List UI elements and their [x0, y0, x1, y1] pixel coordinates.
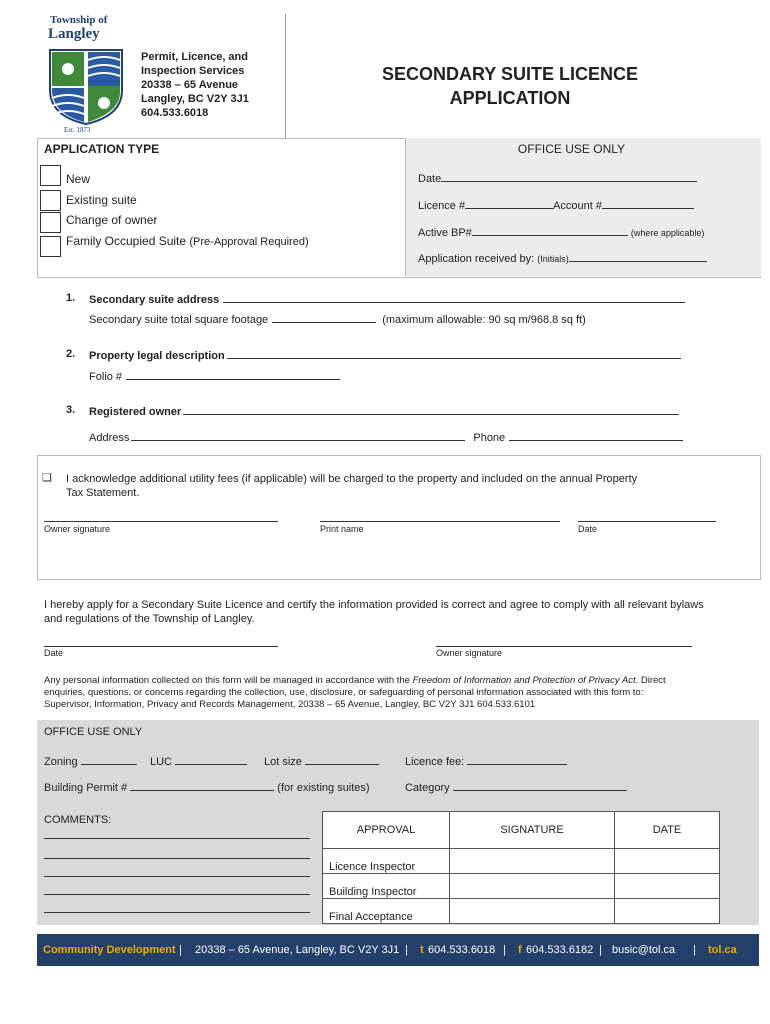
item-number-1: 1.: [66, 292, 76, 304]
shield-icon: [46, 46, 126, 126]
building-permit-label: Building Permit #: [44, 782, 128, 794]
folio-label: Folio #: [89, 371, 123, 383]
sqft-row: [89, 312, 586, 326]
option-existing-label: Existing suite: [66, 193, 137, 207]
dept-line: 20338 – 65 Avenue: [141, 79, 239, 91]
approval-header: APPROVAL: [323, 812, 450, 849]
certify-owner-sig-line[interactable]: [436, 646, 692, 647]
office-use-heading: OFFICE USE ONLY: [517, 142, 626, 156]
ack-owner-sig-label: Owner signature: [44, 524, 111, 534]
approval-header-row: [323, 812, 720, 849]
category-row: [405, 780, 627, 794]
lot-size-field[interactable]: [305, 754, 379, 765]
privacy-line: [44, 675, 756, 687]
signature-cell[interactable]: [450, 874, 615, 899]
signature-header: SIGNATURE: [450, 812, 615, 849]
licence-fee-field[interactable]: [467, 754, 567, 765]
footer-sep: |: [405, 944, 408, 956]
comment-line[interactable]: [44, 876, 310, 877]
date-cell[interactable]: [615, 874, 720, 899]
approval-role: Licence Inspector: [323, 849, 450, 874]
office-bottom-heading: OFFICE USE ONLY: [44, 726, 143, 738]
ack-line: I acknowledge additional utility fees (if applicable) will be charged to the property and included on the annual Property: [66, 473, 638, 485]
privacy-text: Any personal information collected on this form will be managed in accordance with the: [44, 675, 413, 686]
footer-bar: [37, 934, 759, 966]
folio-row: [89, 369, 340, 383]
footer-sep: |: [179, 944, 182, 956]
comment-line[interactable]: [44, 858, 310, 859]
footer-dept: Community Development: [43, 944, 176, 956]
phone-label-icon: t: [420, 944, 424, 956]
ack-text: [66, 472, 637, 500]
table-row: [323, 849, 720, 874]
office-received-label: Application received by:: [418, 253, 535, 265]
office-bp-note: (where applicable): [630, 228, 705, 238]
date-cell[interactable]: [615, 899, 720, 924]
approval-role: Final Acceptance: [323, 899, 450, 924]
checkbox-new[interactable]: [40, 165, 61, 186]
building-permit-row: [44, 780, 370, 794]
owner-label: Registered owner: [89, 406, 182, 418]
footer-sep: |: [599, 944, 602, 956]
owner-row: [89, 404, 679, 418]
ack-checkbox-icon[interactable]: ❏: [42, 472, 52, 484]
address-row: [89, 430, 683, 444]
option-family-label: [66, 234, 309, 248]
existing-suites-note: (for existing suites): [277, 782, 370, 794]
checkbox-family-occupied[interactable]: [40, 236, 61, 257]
comment-line[interactable]: [44, 894, 310, 895]
legal-row: [89, 348, 681, 362]
privacy-act-name: Freedom of Information and Protection of Privacy Act: [412, 675, 636, 686]
logo-text-top: Township of: [50, 14, 108, 26]
lot-size-row: [264, 754, 379, 768]
footer-fax: 604.533.6182: [526, 944, 594, 956]
privacy-notice: [44, 675, 756, 711]
form-title: [330, 62, 690, 110]
office-bp-field[interactable]: [472, 225, 628, 236]
dept-line: 604.533.6018: [141, 107, 209, 119]
logo-text-main: Langley: [48, 26, 100, 42]
option-change-owner-label: Change of owner: [66, 213, 158, 227]
certify-line: and regulations of the Township of Langley.: [44, 613, 255, 625]
privacy-line: enquiries, questions, or concerns regarding the collection, use, disclosure, or safeguarding of personal information associated with this form to:: [44, 687, 644, 698]
lot-size-label: Lot size: [264, 756, 302, 768]
zoning-row: [44, 754, 137, 768]
office-date-label: Date: [418, 173, 442, 185]
ack-owner-sig-line[interactable]: [44, 521, 278, 522]
footer-sep: |: [693, 944, 696, 956]
luc-label: LUC: [150, 756, 173, 768]
folio-field[interactable]: [126, 369, 340, 380]
privacy-line: Supervisor, Information, Privacy and Records Management, 20338 – 65 Avenue, Langley, BC V2Y 3J1 604.533.6101: [44, 699, 536, 710]
office-licence-label: Licence #: [418, 200, 466, 212]
office-received-field[interactable]: [569, 251, 707, 262]
dept-line: Permit, Licence, and: [141, 51, 248, 63]
item-number-2: 2.: [66, 348, 76, 360]
office-licence-field[interactable]: [465, 198, 553, 209]
ack-date-line[interactable]: [578, 521, 716, 522]
dept-line: Langley, BC V2Y 3J1: [141, 93, 249, 105]
office-date-field[interactable]: [441, 171, 697, 182]
privacy-text: . Direct: [635, 675, 666, 686]
footer-sep: |: [503, 944, 506, 956]
sqft-field[interactable]: [272, 312, 376, 323]
legal-field[interactable]: [227, 348, 681, 359]
suite-address-label: Secondary suite address: [89, 294, 220, 306]
checkbox-change-owner[interactable]: [40, 212, 61, 233]
sqft-max-note: (maximum allowable: 90 sq m/968.8 sq ft): [382, 314, 586, 326]
address-field[interactable]: [131, 430, 465, 441]
office-account-field[interactable]: [602, 198, 694, 209]
header-divider: [285, 14, 286, 138]
option-family-note: (Pre-Approval Required): [189, 236, 309, 248]
legal-label: Property legal description: [89, 350, 225, 362]
luc-field[interactable]: [175, 754, 247, 765]
footer-address: 20338 – 65 Avenue, Langley, BC V2Y 3J1: [195, 944, 400, 956]
ack-line: Tax Statement.: [66, 487, 140, 499]
approval-role: Building Inspector: [323, 874, 450, 899]
category-label: Category: [405, 782, 450, 794]
office-account-label: Account #: [553, 200, 603, 212]
date-cell[interactable]: [615, 849, 720, 874]
title-line: SECONDARY SUITE LICENCE: [381, 64, 639, 84]
zoning-field[interactable]: [81, 754, 137, 765]
logo-est: Est. 1873: [64, 126, 91, 134]
footer-website[interactable]: tol.ca: [708, 944, 737, 956]
checkbox-existing-suite[interactable]: [40, 190, 61, 211]
office-bp-row: [418, 225, 704, 239]
footer-email[interactable]: busic@tol.ca: [612, 944, 676, 956]
option-new-label: New: [66, 172, 91, 186]
phone-field[interactable]: [509, 430, 683, 441]
category-field[interactable]: [453, 780, 627, 791]
option-family-text: Family Occupied Suite: [66, 234, 187, 248]
building-permit-field[interactable]: [130, 780, 274, 791]
table-row: [323, 899, 720, 924]
dept-line: Inspection Services: [141, 65, 245, 77]
owner-field[interactable]: [183, 404, 679, 415]
title-line: APPLICATION: [449, 88, 571, 108]
phone-label: Phone: [473, 432, 506, 444]
township-logo: [38, 14, 128, 136]
application-type-heading: APPLICATION TYPE: [44, 142, 160, 156]
office-initials-label: (Initials): [537, 254, 569, 264]
approval-table: [322, 811, 720, 924]
fax-label-icon: f: [518, 944, 522, 956]
office-received-row: [418, 251, 707, 265]
comment-line[interactable]: [44, 838, 310, 839]
comment-line[interactable]: [44, 912, 310, 913]
signature-cell[interactable]: [450, 899, 615, 924]
certify-date-label: Date: [44, 648, 64, 658]
certification-text: [44, 598, 704, 626]
suite-address-row: [89, 292, 685, 306]
luc-row: [150, 754, 247, 768]
licence-fee-row: [405, 754, 567, 768]
ack-date-label: Date: [578, 524, 598, 534]
ack-print-name-label: Print name: [320, 524, 364, 534]
comments-label: COMMENTS:: [44, 814, 112, 826]
signature-cell[interactable]: [450, 849, 615, 874]
table-row: [323, 874, 720, 899]
certify-line: I hereby apply for a Secondary Suite Licence and certify the information provided is correct and agree to comply with all relevant bylaws: [44, 599, 704, 611]
department-address: [141, 50, 249, 120]
office-licence-row: [418, 198, 694, 212]
address-label: Address: [89, 432, 130, 444]
office-date-row: [418, 171, 697, 185]
certify-date-line[interactable]: [44, 646, 278, 647]
suite-address-field[interactable]: [223, 292, 685, 303]
certify-owner-sig-label: Owner signature: [436, 648, 503, 658]
date-header: DATE: [615, 812, 720, 849]
zoning-label: Zoning: [44, 756, 78, 768]
ack-print-name-line[interactable]: [320, 521, 560, 522]
office-bp-label: Active BP#: [418, 227, 472, 239]
licence-fee-label: Licence fee:: [405, 756, 465, 768]
footer-phone: 604.533.6018: [428, 944, 496, 956]
item-number-3: 3.: [66, 404, 76, 416]
sqft-label: Secondary suite total square footage: [89, 314, 269, 326]
